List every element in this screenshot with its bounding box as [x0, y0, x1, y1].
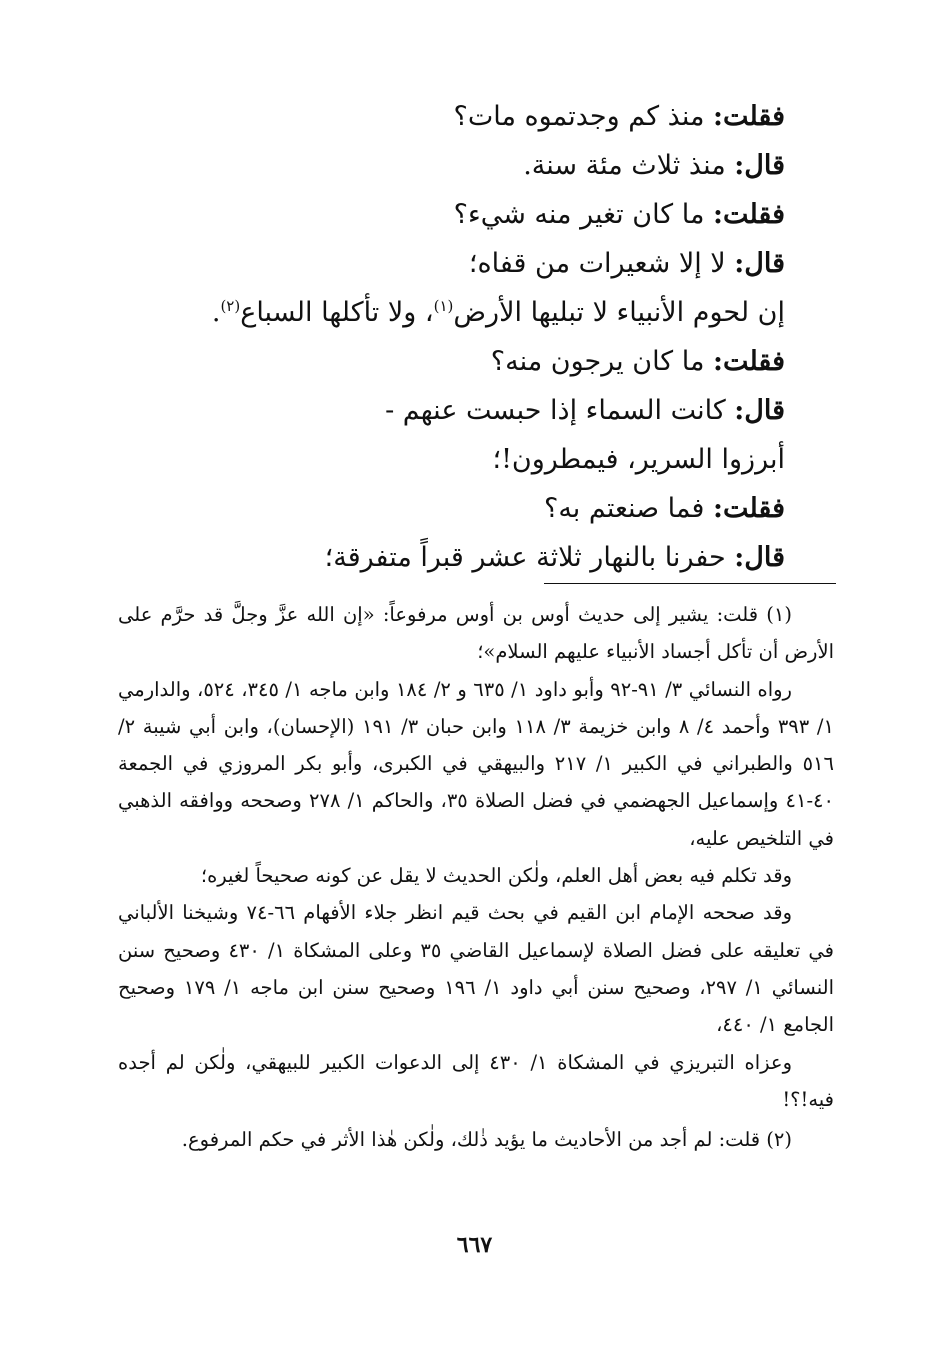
- main-line: [145, 190, 785, 239]
- line-text: فما صنعتم به؟: [543, 493, 714, 524]
- footnote-separator: [544, 583, 836, 584]
- line-text: منذ كم وجدتموه مات؟: [453, 101, 714, 132]
- main-line: [145, 239, 785, 288]
- main-text: [145, 92, 785, 582]
- main-line: [145, 337, 785, 386]
- page-number: ٦٦٧: [456, 1232, 493, 1258]
- speaker-label: قال:: [734, 542, 785, 573]
- line-text: ما كان تغير منه شيء؟: [453, 199, 714, 230]
- footnote-paragraph: رواه النسائي ٣/ ٩١-٩٢ وأبو داود ١/ ٦٣٥ و ٢/ ١٨٤ وابن ماجه ١/ ٣٤٥، ٥٢٤، والدارمي ١/ ٣٩٣ وأحمد ٤/ ٨ وابن خزيمة ٣/ ١١٨ وابن حبان ٣/ ١٩١ (الإحسان)، وابن أبي شيبة ٢/ ٥١٦ والطبراني في الكبير ١/ ٢١٧ والبيهقي في الكبرى، وأبو بكر المروزي في الجمعة ٤٠-٤١ وإسماعيل الجهضمي في فضل الصلاة ٣٥، والحاكم ١/ ٢٧٨ وصححه ووافقه الذهبي في التلخيص عليه،: [118, 677, 834, 850]
- speaker-label: قال:: [734, 150, 785, 181]
- speaker-label: قال:: [734, 248, 785, 279]
- line-text: أبرزوا السرير، فيمطرون!؛: [492, 444, 785, 475]
- line-text: .: [211, 297, 221, 328]
- main-line: [145, 288, 785, 337]
- speaker-label: فقلت:: [713, 199, 785, 230]
- main-line: [145, 484, 785, 533]
- footnote-paragraph: وقد صححه الإمام ابن القيم في بحث قيم انظر جلاء الأفهام ٦٦-٧٤ وشيخنا الألباني في تعليقه على فضل الصلاة لإسماعيل القاضي ٣٥ وعلى المشكاة ١/ ٤٣٠ وصحيح سنن النسائي ١/ ٢٩٧، وصحيح سنن أبي داود ١/ ١٩٦ وصحيح سنن ابن ماجه ١/ ١٧٩ وصحيح الجامع ١/ ٤٤٠،: [118, 901, 834, 1037]
- speaker-label: فقلت:: [713, 101, 785, 132]
- speaker-label: قال:: [734, 395, 785, 426]
- footnote-paragraph: (١) قلت: يشير إلى حديث أوس بن أوس مرفوعاً: «إن الله عزَّ وجلَّ قد حرَّم على الأرض أن تأكل أجساد الأنبياء عليهم السلام»؛: [118, 603, 834, 664]
- speaker-label: فقلت:: [713, 346, 785, 377]
- footnote-marker: (١): [433, 297, 454, 315]
- main-line: [145, 533, 785, 582]
- line-text: ، ولا تأكلها السباع: [240, 297, 434, 328]
- main-line: [145, 386, 785, 435]
- line-text: منذ ثلاث مئة سنة.: [523, 150, 735, 181]
- footnotes: [118, 596, 834, 1158]
- line-text: كانت السماء إذا حبست عنهم -: [385, 395, 735, 426]
- footnote-marker: (٢): [220, 297, 241, 315]
- line-text: حفرنا بالنهار ثلاثة عشر قبراً متفرقة؛: [324, 542, 735, 573]
- line-text: لا إلا شعيرات من قفاه؛: [468, 248, 735, 279]
- line-text: إن لحوم الأنبياء لا تبليها الأرض: [453, 297, 785, 328]
- speaker-label: فقلت:: [713, 493, 785, 524]
- line-text: ما كان يرجون منه؟: [490, 346, 714, 377]
- main-line: [145, 141, 785, 190]
- main-line: [145, 435, 785, 484]
- footnote-paragraph: وقد تكلم فيه بعض أهل العلم، ولٰكن الحديث لا يقل عن كونه صحيحاً لغيره؛: [200, 864, 792, 888]
- footnote-paragraph: (٢) قلت: لم أجد من الأحاديث ما يؤيد ذٰلك، ولٰكن هٰذا الأثر في حكم المرفوع.: [181, 1128, 792, 1152]
- main-line: [145, 92, 785, 141]
- footnote-paragraph: وعزاه التبريزي في المشكاة ١/ ٤٣٠ إلى الدعوات الكبير للبيهقي، ولٰكن لم أجده فيه!؟!: [118, 1050, 834, 1111]
